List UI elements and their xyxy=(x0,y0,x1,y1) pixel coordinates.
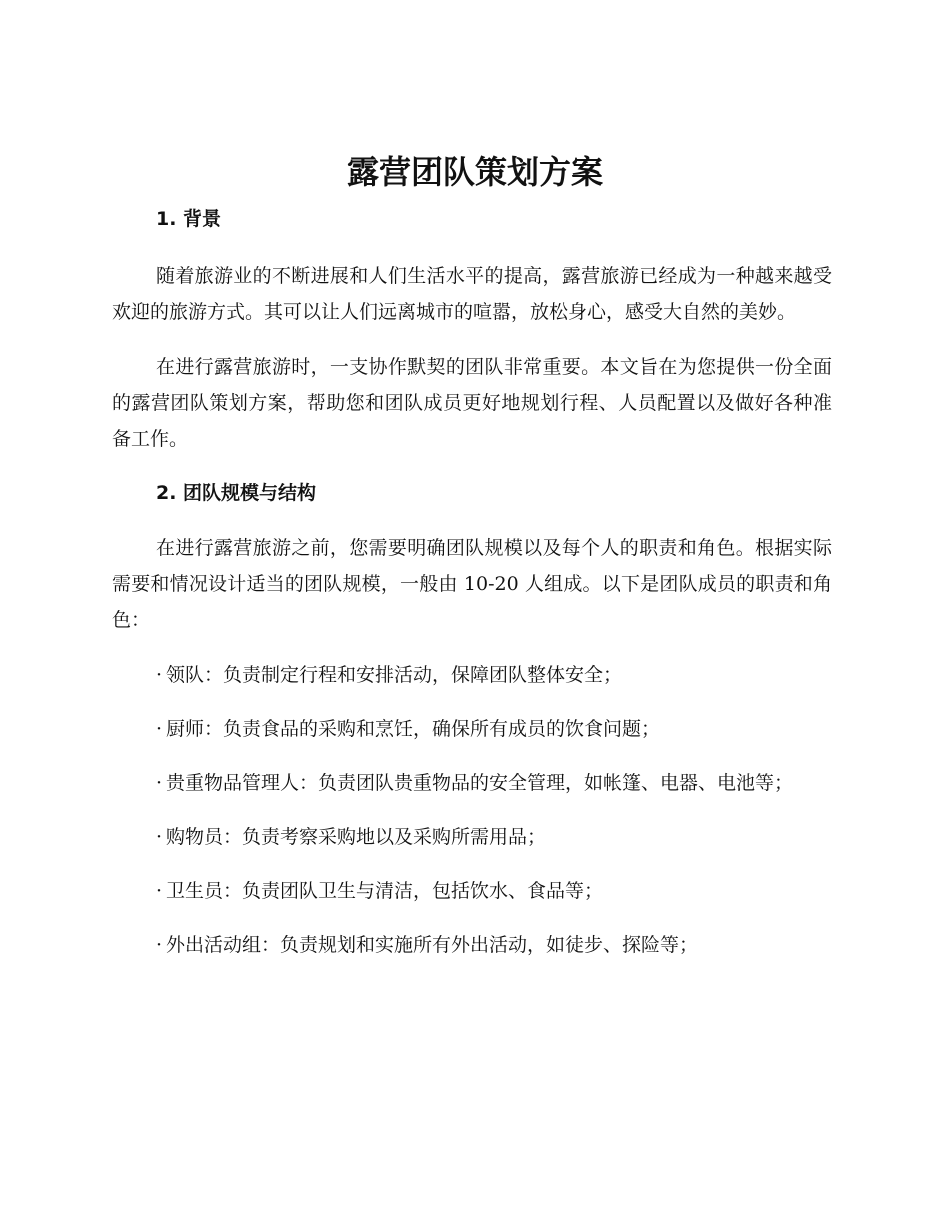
list-item-text: 卫生员：负责团队卫生与清洁，包括饮水、食品等； xyxy=(166,880,604,902)
list-item xyxy=(112,927,832,963)
paragraph: 在进行露营旅游之前，您需要明确团队规模以及每个人的职责和角色。根据实际需要和情况设计适当的团队规模，一般由 10-20 人组成。以下是团队成员的职责和角色： xyxy=(112,537,832,631)
list-item-text: 外出活动组：负责规划和实施所有外出活动，如徒步、探险等； xyxy=(166,934,699,956)
bullet-marker: · xyxy=(156,772,163,794)
list-item xyxy=(112,765,832,801)
bullet-marker: · xyxy=(156,718,163,740)
document-body xyxy=(112,202,832,981)
section-heading-background: 1. 背景 xyxy=(156,208,222,230)
list-item-text: 贵重物品管理人：负责团队贵重物品的安全管理，如帐篷、电器、电池等； xyxy=(166,772,794,794)
list-item xyxy=(112,657,832,693)
bullet-marker: · xyxy=(156,664,163,686)
bullet-marker: · xyxy=(156,880,163,902)
list-item-text: 购物员：负责考察采购地以及采购所需用品； xyxy=(166,826,547,848)
list-item-text: 领队：负责制定行程和安排活动，保障团队整体安全； xyxy=(166,664,623,686)
list-item xyxy=(112,873,832,909)
document-title: 露营团队策划方案 xyxy=(346,153,603,191)
section-heading-team-structure: 2. 团队规模与结构 xyxy=(156,482,317,504)
role-list xyxy=(112,657,832,963)
list-item xyxy=(112,819,832,855)
paragraph: 在进行露营旅游时，一支协作默契的团队非常重要。本文旨在为您提供一份全面的露营团队策划方案，帮助您和团队成员更好地规划行程、人员配置以及做好各种准备工作。 xyxy=(112,356,832,450)
list-item xyxy=(112,711,832,747)
list-item-text: 厨师：负责食品的采购和烹饪，确保所有成员的饮食问题； xyxy=(166,718,661,740)
paragraph: 随着旅游业的不断进展和人们生活水平的提高，露营旅游已经成为一种越来越受欢迎的旅游方式。其可以让人们远离城市的喧嚣，放松身心，感受大自然的美妙。 xyxy=(112,265,832,323)
bullet-marker: · xyxy=(156,934,163,956)
bullet-marker: · xyxy=(156,826,163,848)
